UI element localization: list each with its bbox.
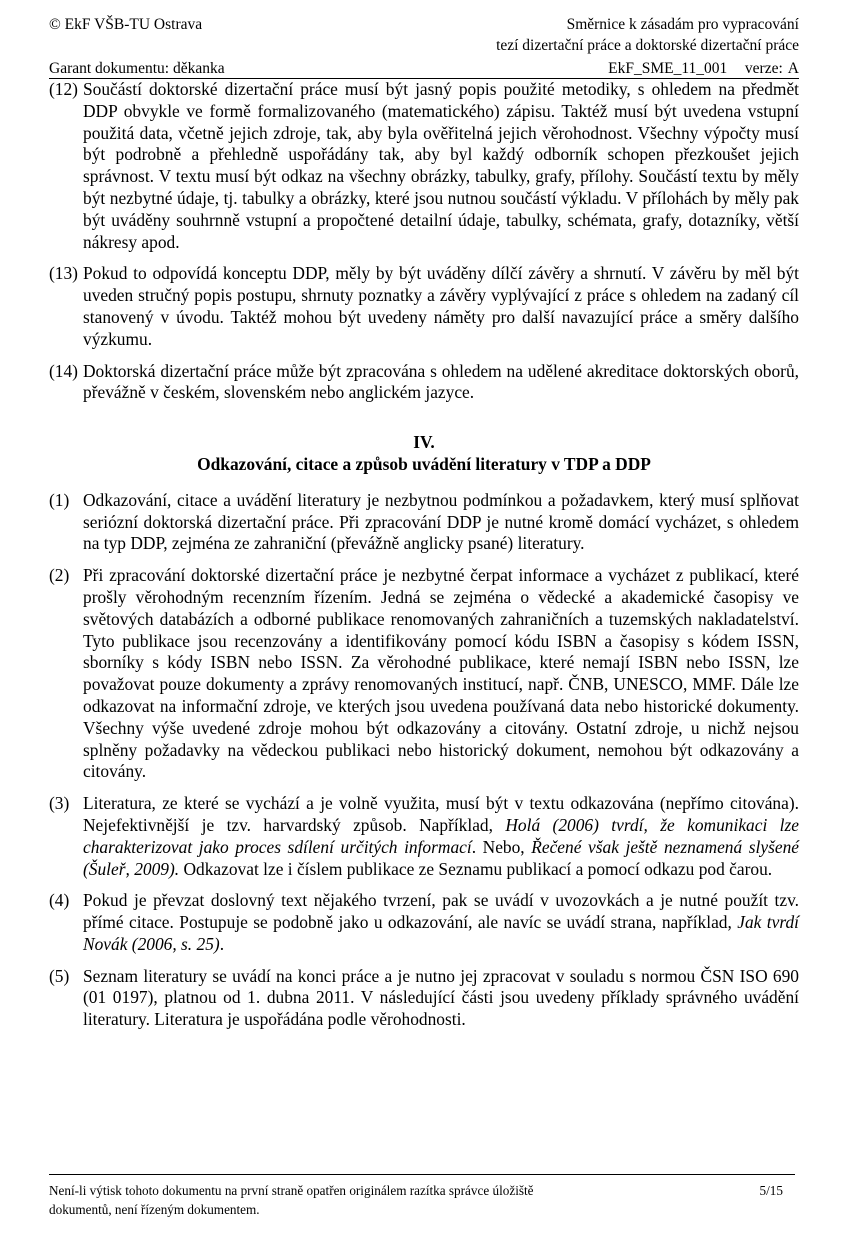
list-item (49, 565, 799, 783)
list-item (49, 361, 799, 405)
item-number: (5) (49, 965, 70, 986)
item-number: (12) (49, 79, 78, 99)
text-run: Literatura, ze které se vychází a je volně využita, musí být v textu odkazována (nepřímo citována). Nejefektivnější je tzv. harvardský způsob. Například, (83, 793, 799, 835)
list-item (49, 263, 799, 350)
item-number: (1) (49, 489, 70, 510)
item-text (83, 793, 799, 880)
item-number: (13) (49, 263, 78, 284)
list-item (49, 79, 799, 253)
list-item (49, 966, 799, 1031)
text-run: . (219, 933, 225, 954)
text-run: . Nebo, (471, 836, 532, 857)
footer-note: Není-li výtisk tohoto dokumentu na první straně opatřen originálem razítka správce úložiště dokumentů, není řízeným dokumentem. (49, 1183, 534, 1217)
section-number: IV. (413, 432, 435, 453)
item-text: Součástí doktorské dizertační práce musí být jasný popis použité metodiky, s ohledem na předmět DDP obvykle ve formě formalizovaného (matematického) zápisu. Taktéž musí být uvedena vstupní použitá data, včetně jejich zdroje, tak, aby byla ověřitelná jejich věrohodnost. Všechny výpočty musí být podrobně a přehledně uspořádány tak, aby byl každý odborník schopen přezkoušet jejich správnost. V textu musí být odkaz na všechny obrázky, tabulky, grafy, přílohy. Součástí textu by měly být nezbytné údaje, tj. tabulky a obrázky, které jsou nutnou součástí výkladu. V přílohách by měly pak být uváděny souhrnně vstupní a propočtené detailní údaje, tabulky, schémata, grafy, dotazníky, větší nákresy apod. (83, 79, 799, 252)
document-body (49, 79, 799, 1041)
page-number: 5/15 (759, 1183, 783, 1198)
document-title-line1: Směrnice k zásadám pro vypracování (566, 16, 799, 33)
page-footer (49, 1181, 795, 1219)
list-item (49, 490, 799, 555)
footer-divider (49, 1174, 795, 1175)
citation-example: Řečené však ještě neznamená slyšené (Šuleř, 2009). (83, 836, 799, 879)
item-text (83, 890, 799, 955)
list-item (49, 890, 799, 955)
text-run: Odkazovat lze i číslem publikace ze Seznamu publikací a pomocí odkazu pod čarou. (179, 858, 773, 879)
document-title (496, 14, 799, 56)
section-title: Odkazování, citace a způsob uvádění literatury v TDP a DDP (197, 453, 651, 474)
document-title-line2: tezí dizertační práce a doktorské dizertační práce (496, 37, 799, 54)
item-text: Při zpracování doktorské dizertační práce je nezbytné čerpat informace a vycházet z publikací, které prošly věrohodným recenzním řízením. Jedná se zejména o vědecké a akademické časopisy ve světových databázích a odborné publikace renomovaných zahraničních a tuzemských nakladatelství. Tyto publikace jsou recenzovány a identifikovány pomocí kódu ISBN a časopisy s kódem ISSN, sborníky s kódy ISBN nebo ISSN. Za věrohodné publikace, které nemají ISBN nebo ISSN, lze považovat pouze dokumenty a zprávy renomovaných institucí, např. ČNB, UNESCO, MMF. Dále lze odkazovat na informační zdroje, ve kterých jsou uvedena používaná data nebo historické dokumenty. Všechny výše uvedené zdroje mohou být odkazovány a citovány. Ostatní zdroje, u nichž nejsou splněny požadavky na vědeckou publikaci nebo historický dokument, nemohou být odkazovány a citovány. (83, 565, 799, 782)
item-text: Seznam literatury se uvádí na konci práce a je nutno jej zpracovat v souladu s normou ČSN ISO 690 (01 0197), platnou od 1. dubna 2011. V následující části jsou uvedeny příklady správného uvádění literatury. Literatura je uspořádána podle věrohodnosti. (83, 965, 799, 1030)
section-heading (49, 432, 799, 476)
citation-example: Holá (2006) tvrdí, že komunikaci lze charakterizovat jako proces sdílení určitých informací (83, 814, 799, 857)
item-text: Odkazování, citace a uvádění literatury je nezbytnou podmínkou a požadavkem, který musí splňovat seriózní doktorská dizertační práce. Při zpracování DDP je nutné kromě domácí vycházet, s ohledem na typ DDP, zejména ze zahraniční (převážně anglicky psané) literatury. (83, 489, 799, 554)
item-text: Pokud to odpovídá konceptu DDP, měly by být uváděny dílčí závěry a shrnutí. V závěru by měl být uveden stručný popis postupu, shrnuty poznatky a závěry vyplývající z práce s ohledem na zadaný cíl stanovený v úvodu. Taktéž mohou být uvedeny náměty pro další navazující práce a směry dalšího výzkumu. (83, 263, 799, 349)
item-number: (4) (49, 890, 70, 911)
document-guarantor: Garant dokumentu: děkanka (49, 60, 225, 77)
citation-example: Jak tvrdí Novák (2006, s. 25) (83, 912, 799, 954)
copyright-label: © EkF VŠB-TU Ostrava (49, 16, 203, 33)
item-number: (3) (49, 793, 70, 814)
text-run: Pokud je převzat doslovný text nějakého tvrzení, pak se uvádí v uvozovkách a je nutné použít tzv. přímé citace. Postupuje se podobně jako u odkazování, ale navíc se uvádí strana, například, (83, 890, 799, 933)
item-number: (14) (49, 360, 78, 381)
item-text: Doktorská dizertační práce může být zpracována s ohledem na udělené akreditace doktorských oborů, převážně v českém, slovenském nebo anglickém jazyce. (83, 360, 799, 403)
item-number: (2) (49, 565, 70, 586)
list-item (49, 793, 799, 880)
document-code: EkF_SME_11_001 verze: A (608, 60, 799, 77)
